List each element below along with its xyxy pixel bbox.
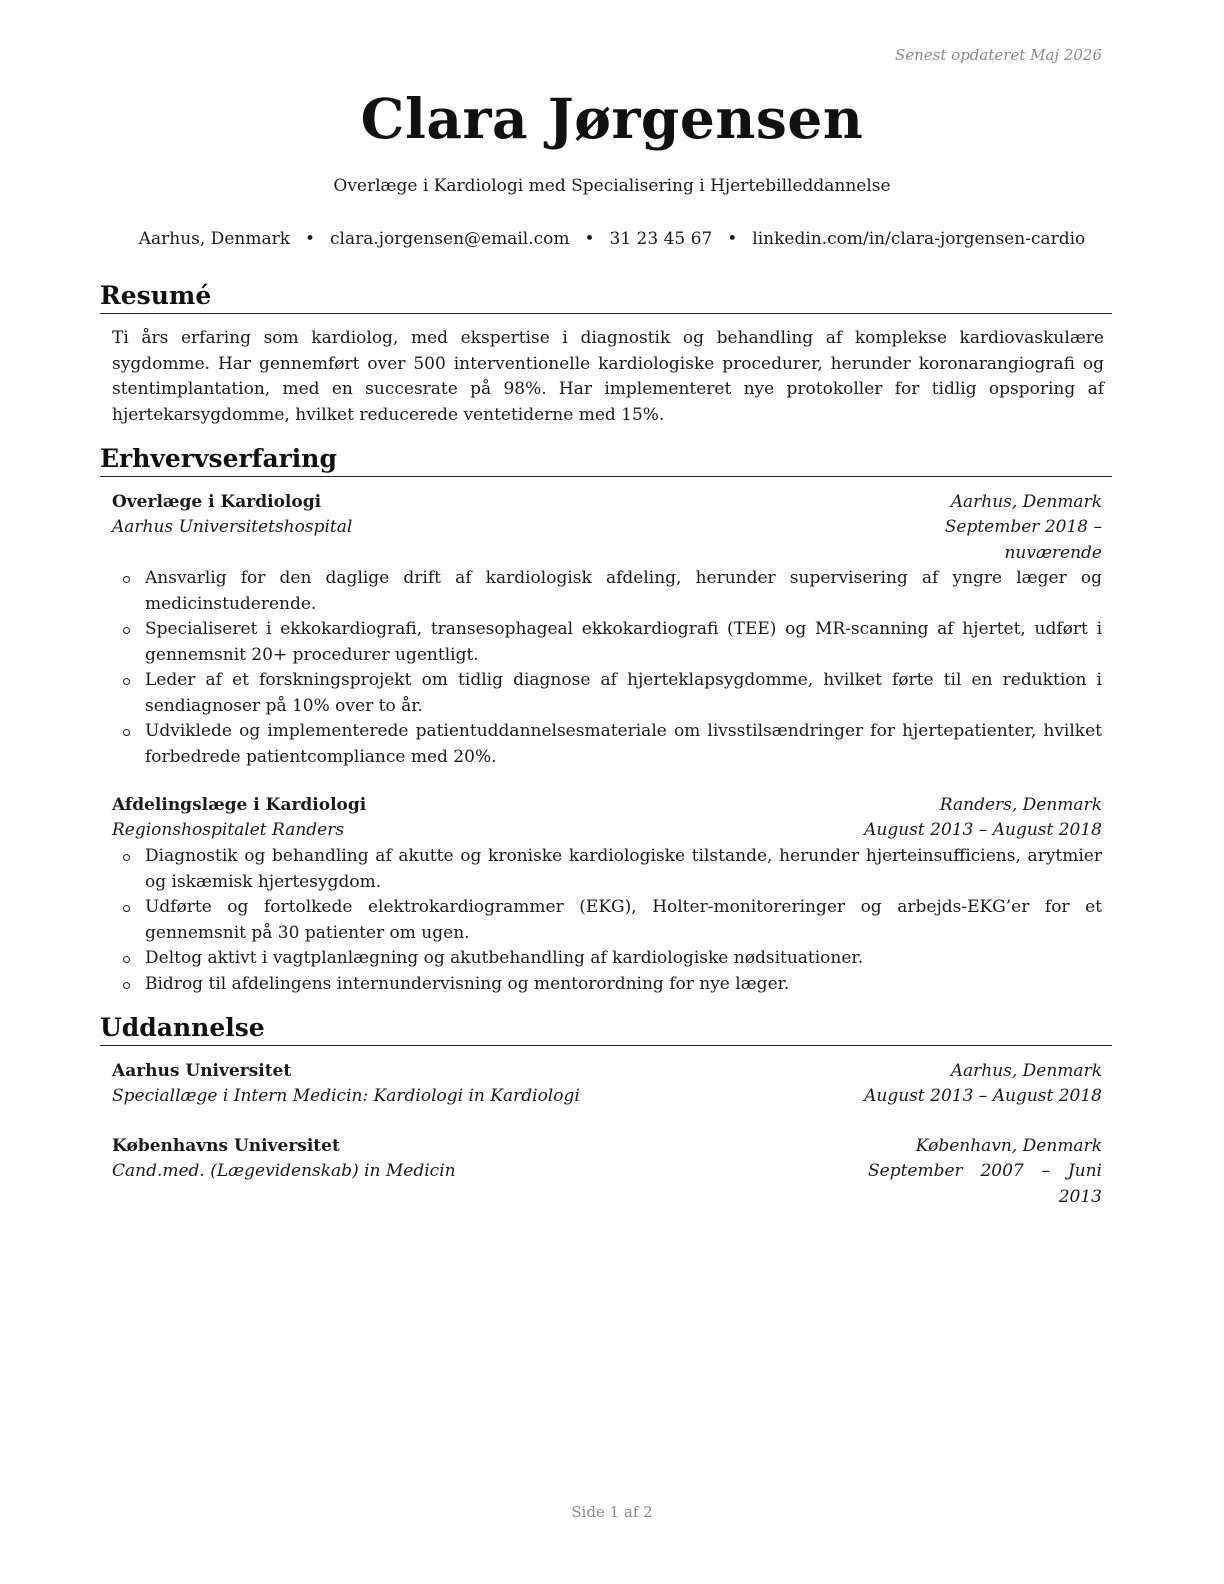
school-location: København, Denmark [915, 1136, 1102, 1156]
summary-text: Ti års erfaring som kardiolog, med ekspertise i diagnostik og behandling af komplekse kardiovaskulære sygdomme. Har gennemført over 500 interventionelle kardiologiske procedurer, herunder koronarangiografi og stentimplantation, med en succesrate på 98%. Har implementeret nye protokoller for tidlig opsporing af hjertekarsygdomme, hvilket reducerede ventetiderne med 15%. [112, 328, 1104, 425]
bullet-separator: • [727, 229, 738, 249]
contact-phone: 31 23 45 67 [609, 229, 713, 249]
job-role: Overlæge i Kardiologi [112, 492, 322, 512]
school-name: Aarhus Universitet [112, 1061, 292, 1081]
job-employer: Regionshospitalet Randers [112, 820, 345, 840]
job-bullets [112, 566, 1102, 770]
bullet-separator: • [584, 229, 595, 249]
candidate-name: Clara Jørgensen [360, 86, 864, 151]
list-item: Deltog aktivt i vagtplanlægning og akutbehandling af kardiologiske nødsituationer. [112, 946, 1102, 972]
contact-location: Aarhus, Denmark [138, 229, 291, 249]
contact-email[interactable]: clara.jorgensen@email.com [330, 229, 570, 249]
job-location: Aarhus, Denmark [950, 492, 1102, 512]
job-dates: August 2013 – August 2018 [864, 820, 1102, 840]
list-item: Ansvarlig for den daglige drift af kardiologisk afdeling, herunder supervisering af yngre læger og medicinstuderende. [112, 566, 1102, 617]
education-dates: September 2007 – Juni 2013 [868, 1161, 1102, 1207]
job-role: Afdelingslæge i Kardiologi [112, 795, 367, 815]
contact-line [0, 229, 1224, 249]
degree: Cand.med. (Lægevidenskab) in Medicin [112, 1161, 456, 1181]
candidate-subtitle: Overlæge i Kardiologi med Specialisering i Hjertebilleddannelse [333, 176, 891, 196]
list-item: Leder af et forskningsprojekt om tidlig diagnose af hjerteklapsygdomme, hvilket førte til en reduktion i sendiagnoser på 10% over to år. [112, 668, 1102, 719]
education-dates: August 2013 – August 2018 [864, 1086, 1102, 1106]
job-dates: September 2018 – nuværende [944, 517, 1102, 563]
page-number: Side 1 af 2 [571, 1503, 653, 1521]
section-title-experience: Erhvervserfaring [100, 444, 1112, 477]
list-item: Bidrog til afdelingens internundervisning og mentorordning for nye læger. [112, 972, 1102, 998]
job-bullets [112, 844, 1102, 997]
school-location: Aarhus, Denmark [950, 1061, 1102, 1081]
section-title-summary: Resumé [100, 281, 1112, 314]
list-item: Udviklede og implementerede patientuddannelsesmateriale om livsstilsændringer for hjertepatienter, hvilket forbedrede patientcompliance med 20%. [112, 719, 1102, 770]
bullet-separator: • [305, 229, 316, 249]
last-updated: Senest opdateret Maj 2026 [894, 46, 1102, 64]
section-title-education: Uddannelse [100, 1013, 1112, 1046]
school-name: Københavns Universitet [112, 1136, 340, 1156]
job-employer: Aarhus Universitetshospital [112, 517, 353, 537]
list-item: Specialiseret i ekkokardiografi, transesophageal ekkokardiografi (TEE) og MR-scanning af hjertet, udført i gennemsnit 20+ procedurer ugentligt. [112, 617, 1102, 668]
list-item: Udførte og fortolkede elektrokardiogrammer (EKG), Holter-monitoreringer og arbejds-EKG’er for et gennemsnit på 30 patienter om ugen. [112, 895, 1102, 946]
job-location: Randers, Denmark [939, 795, 1102, 815]
degree: Speciallæge i Intern Medicin: Kardiologi in Kardiologi [112, 1086, 580, 1106]
list-item: Diagnostik og behandling af akutte og kroniske kardiologiske tilstande, herunder hjerteinsufficiens, arytmier og iskæmisk hjertesygdom. [112, 844, 1102, 895]
contact-linkedin[interactable]: linkedin.com/in/clara-jorgensen-cardio [752, 229, 1086, 249]
